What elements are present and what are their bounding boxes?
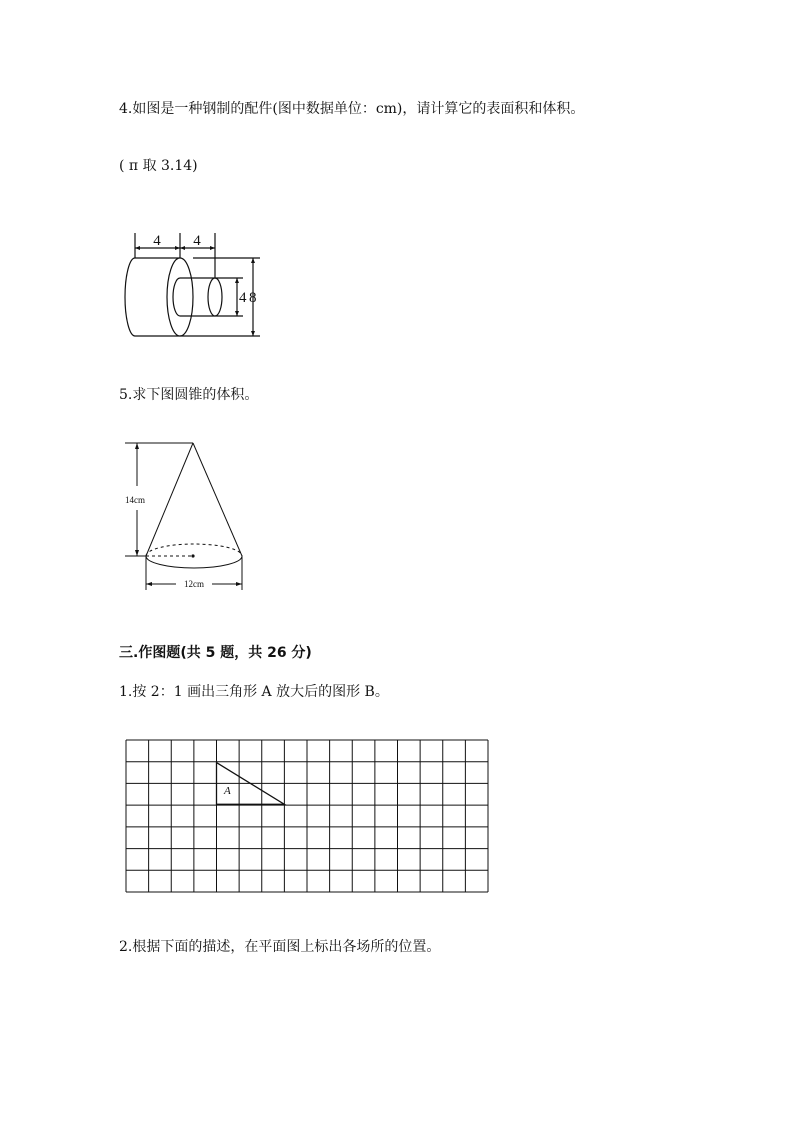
q4-dim-inner: 4 [239,290,247,306]
triangle-a-label: A [224,785,231,797]
q4-pi-note: ( π 取 3.14) [119,158,198,174]
s3q2-text: 2.根据下面的描述，在平面图上标出各场所的位置。 [119,939,441,955]
q4-dim-right: 4 [193,233,201,249]
q5-height-label: 14cm [125,495,145,505]
s3q1-text: 1.按 2：1 画出三角形 A 放大后的图形 B。 [119,684,389,700]
q4-text: 4.如图是一种钢制的配件(图中数据单位：cm)，请计算它的表面积和体积。 [119,101,585,117]
q5-cone-figure [120,438,270,598]
section-3-title: 三.作图题(共 5 题，共 26 分) [119,645,312,661]
s3q1-grid [126,740,488,892]
q5-text: 5.求下图圆锥的体积。 [119,387,259,403]
q4-figure [115,228,275,348]
q5-diameter-label: 12cm [184,579,204,589]
q4-dim-left: 4 [153,233,161,249]
q4-dim-outer: 8 [249,290,257,306]
